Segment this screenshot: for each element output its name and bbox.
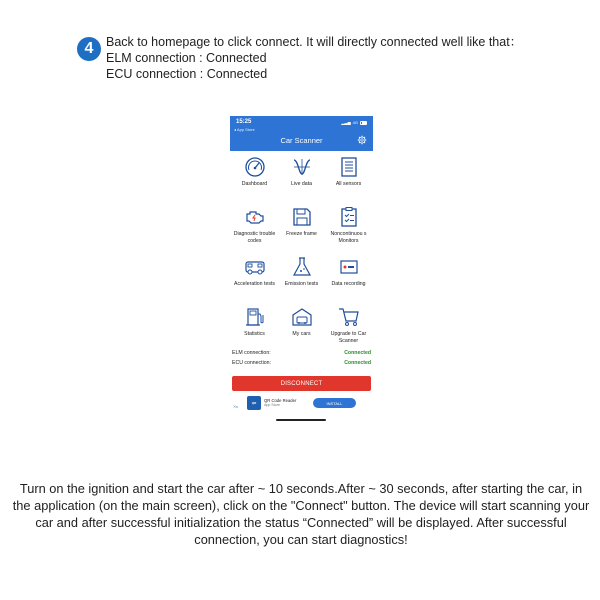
install-button[interactable]: INSTALL bbox=[313, 398, 356, 408]
ad-subtitle: App Store bbox=[264, 403, 280, 407]
network-type: 4G bbox=[352, 120, 358, 125]
qr-app-icon: QR bbox=[247, 396, 261, 410]
step-line: ELM connection : Connected bbox=[106, 51, 267, 65]
tile-label: Freeze frame bbox=[286, 231, 317, 237]
tile-label: All sensors bbox=[335, 181, 362, 187]
tile-label: Noncontinuou s Monitors bbox=[330, 231, 367, 244]
tile-diagnostic-trouble-codes[interactable] bbox=[231, 206, 278, 244]
app-header bbox=[230, 116, 373, 151]
tile-acceleration-tests[interactable] bbox=[231, 256, 278, 288]
elm-connection-status: Connected bbox=[344, 350, 371, 356]
tile-freeze-frame[interactable] bbox=[278, 206, 325, 238]
tile-noncontinuous-monitors[interactable] bbox=[325, 206, 372, 244]
instructions-paragraph: Turn on the ignition and start the car after ~ 10 seconds.After ~ 30 seconds, after starting the car, in the application (on the main screen), click on the "Connect" button. The device will start scanning your car and after successful initialization the status “Connected” will be displayed. After successful connection, you can start diagnostics! bbox=[12, 481, 590, 547]
tile-my-cars[interactable] bbox=[278, 306, 325, 338]
shopping-cart-icon bbox=[338, 306, 360, 328]
step-line: Back to homepage to click connect. It will directly connected well like that： bbox=[106, 35, 523, 49]
checklist-icon bbox=[338, 206, 360, 228]
tile-all-sensors[interactable] bbox=[325, 156, 372, 188]
engine-icon bbox=[244, 206, 266, 228]
disconnect-button[interactable]: DISCONNECT bbox=[232, 376, 371, 391]
record-icon bbox=[338, 256, 360, 278]
elm-connection-label: ELM connection: bbox=[232, 350, 271, 356]
ad-banner[interactable] bbox=[230, 395, 373, 415]
list-icon bbox=[338, 156, 360, 178]
tile-label: Diagnostic trouble codes bbox=[233, 231, 276, 244]
tile-label: Statistics bbox=[244, 331, 265, 337]
tile-live-data[interactable] bbox=[278, 156, 325, 188]
tile-label: Emission tests bbox=[284, 281, 319, 287]
step-number-badge: 4 bbox=[77, 37, 101, 61]
tile-dashboard[interactable] bbox=[231, 156, 278, 188]
step-line: ECU connection : Connected bbox=[106, 67, 268, 81]
tile-label: Data recording bbox=[331, 281, 366, 287]
tile-label: Acceleration tests bbox=[234, 281, 275, 287]
waveform-icon bbox=[291, 156, 313, 178]
tile-label: Dashboard bbox=[241, 181, 268, 187]
status-indicators bbox=[341, 120, 367, 125]
tile-data-recording[interactable] bbox=[325, 256, 372, 288]
car-test-icon bbox=[244, 256, 266, 278]
home-indicator[interactable] bbox=[276, 419, 326, 421]
tile-emission-tests[interactable] bbox=[278, 256, 325, 288]
gear-icon[interactable] bbox=[357, 135, 367, 145]
ecu-connection-status: Connected bbox=[344, 360, 371, 366]
gauge-icon bbox=[244, 156, 266, 178]
signal-icon: ▂▃▅ bbox=[341, 120, 351, 125]
tile-upgrade[interactable] bbox=[325, 306, 372, 344]
tile-label: Upgrade to Car Scanner bbox=[330, 331, 367, 344]
phone-screenshot bbox=[230, 116, 373, 425]
ad-close-icon[interactable]: ✕▸ bbox=[233, 404, 239, 409]
ecu-connection-row bbox=[232, 360, 371, 366]
save-disk-icon bbox=[291, 206, 313, 228]
back-to-app-store-link[interactable]: ◂ App Store bbox=[234, 127, 255, 132]
battery-icon bbox=[360, 121, 367, 125]
fuel-pump-icon bbox=[244, 306, 266, 328]
garage-icon bbox=[291, 306, 313, 328]
elm-connection-row bbox=[232, 350, 371, 356]
ecu-connection-label: ECU connection: bbox=[232, 360, 271, 366]
tile-statistics[interactable] bbox=[231, 306, 278, 338]
tile-label: My cars bbox=[292, 331, 311, 337]
app-title: Car Scanner bbox=[280, 136, 323, 145]
flask-icon bbox=[291, 256, 313, 278]
step-instructions bbox=[106, 34, 576, 82]
status-time: 15:25 bbox=[236, 119, 252, 125]
ad-title: QR Code Reader bbox=[264, 398, 297, 403]
tile-label: Live data bbox=[290, 181, 313, 187]
